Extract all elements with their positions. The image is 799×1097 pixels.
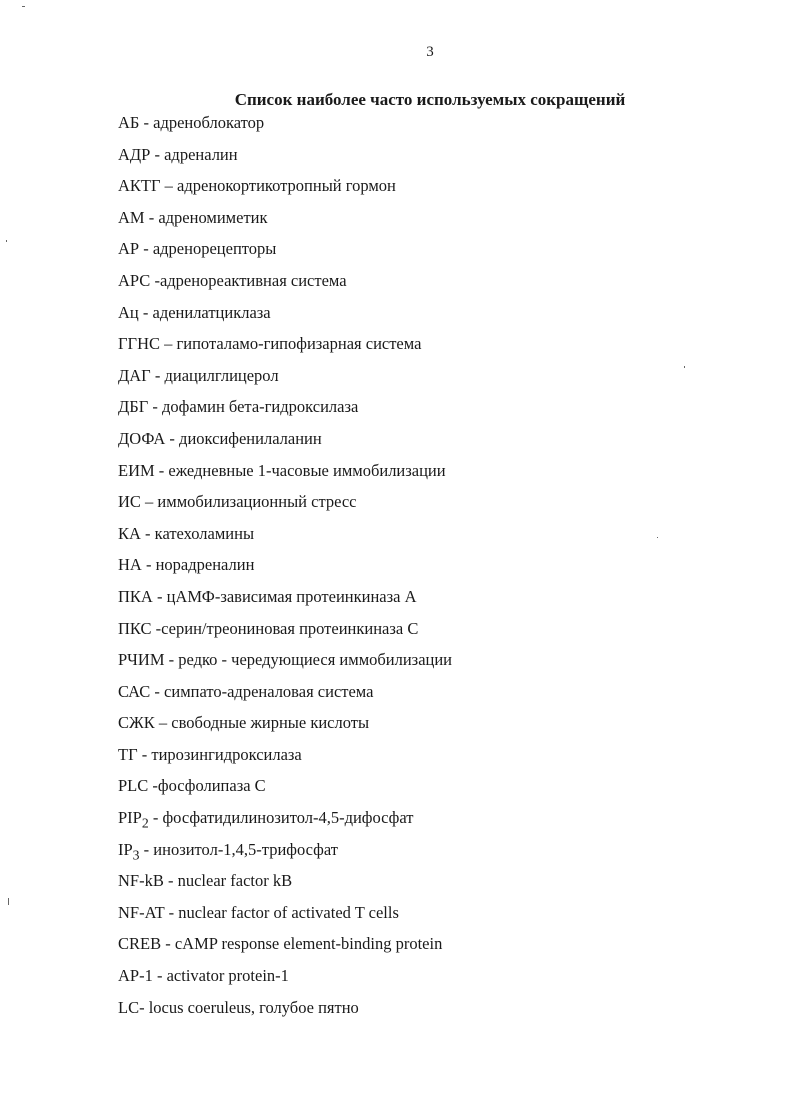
abbr-term: РЧИМ (118, 650, 165, 670)
list-item (118, 903, 452, 935)
abbr-separator: - (139, 997, 149, 1017)
abbr-separator: - (151, 618, 162, 638)
abbr-separator: - (148, 397, 163, 417)
abbr-definition: тирозингидроксилаза (151, 744, 302, 764)
abbr-definition: activator protein-1 (166, 966, 289, 986)
abbr-definition: аденилатциклаза (152, 302, 271, 322)
list-item (118, 239, 452, 271)
scan-speck (6, 240, 7, 242)
abbr-separator: - (141, 555, 156, 575)
list-item (118, 113, 452, 145)
abbr-separator: – (140, 492, 158, 512)
abbr-separator: - (164, 902, 179, 922)
abbr-term: АБ (118, 113, 140, 132)
abbr-term: ИС (118, 492, 141, 512)
abbr-separator: - (152, 586, 167, 606)
abbr-definition: nuclear factor of activated T cells (178, 902, 399, 922)
list-item (118, 998, 452, 1030)
abbr-definition: адренорецепторы (152, 239, 277, 259)
abbr-term: Ац (118, 302, 139, 322)
list-item (118, 492, 452, 524)
page-number: 3 (426, 44, 434, 60)
abbr-term: PLC (118, 776, 149, 796)
abbr-definition: диацилглицерол (164, 365, 279, 385)
list-item (118, 745, 452, 777)
list-item (118, 208, 452, 240)
abbr-term: ПКС (118, 618, 152, 638)
list-item (118, 429, 452, 461)
abbr-separator: - (150, 365, 165, 385)
abbr-definition: адреналин (164, 144, 238, 164)
list-item (118, 176, 452, 208)
abbr-definition: гипоталамо-гипофизарная система (176, 334, 422, 354)
abbr-definition: диоксифенилаланин (179, 428, 322, 448)
abbr-definition: cAMP response element-binding protein (174, 934, 443, 954)
abbr-separator: - (144, 207, 159, 227)
abbr-term: ГГНС (118, 334, 160, 354)
list-item (118, 776, 452, 808)
abbr-separator: - (139, 839, 154, 859)
abbr-definition: адренокортикотропный гормон (177, 176, 396, 196)
abbr-term: АР (118, 239, 140, 259)
abbr-separator: - (150, 681, 165, 701)
abbr-definition: норадреналин (155, 555, 255, 575)
abbr-term: IP (118, 839, 133, 859)
abbr-term: ДБГ (118, 397, 149, 417)
abbr-definition: фосфатидилинозитол-4,5-дифосфат (162, 808, 414, 828)
abbr-term: NF-kB (118, 871, 164, 891)
abbr-separator: - (139, 113, 154, 132)
abbr-definition: ежедневные 1-часовые иммобилизации (168, 460, 446, 480)
abbr-separator: - (154, 460, 169, 480)
list-item (118, 934, 452, 966)
abbr-term: ПКА (118, 586, 153, 606)
abbr-definition: адренореактивная система (159, 270, 347, 290)
scan-speck (657, 537, 658, 538)
list-item (118, 713, 452, 745)
abbr-term: LC (118, 997, 140, 1017)
abbr-definition: катехоламины (154, 523, 255, 543)
abbr-definition: locus coeruleus, голубое пятно (148, 997, 359, 1017)
abbr-separator: - (152, 966, 167, 986)
list-item (118, 334, 452, 366)
abbr-separator: - (138, 302, 153, 322)
list-item (118, 303, 452, 335)
abbr-term: АКТГ (118, 176, 161, 196)
abbr-separator: - (163, 871, 178, 891)
abbr-term: ДАГ (118, 365, 151, 385)
abbr-definition: серин/треониновая протеинкиназа С (161, 618, 419, 638)
abbr-term: КА (118, 523, 141, 543)
list-item (118, 682, 452, 714)
abbr-term: PIP (118, 808, 142, 828)
abbr-separator: - (161, 934, 175, 954)
abbr-definition: редко - чередующиеся иммобилизации (178, 650, 453, 670)
list-item (118, 650, 452, 682)
list-item (118, 524, 452, 556)
scan-speck (8, 898, 9, 905)
abbr-definition: адреноблокатор (153, 113, 265, 132)
abbr-term: ТГ (118, 744, 138, 764)
abbr-definition: фосфолипаза С (157, 776, 266, 796)
abbr-definition: свободные жирные кислоты (171, 713, 370, 733)
abbr-separator: - (139, 239, 153, 259)
abbr-separator: - (150, 270, 160, 290)
list-item (118, 840, 452, 872)
scan-speck (22, 6, 25, 7)
abbr-term: AP-1 (118, 966, 153, 986)
abbr-definition: цАМФ-зависимая протеинкиназа А (166, 586, 417, 606)
abbr-term: ДОФА (118, 428, 166, 448)
list-item (118, 871, 452, 903)
list-item (118, 271, 452, 303)
abbr-separator: – (154, 713, 172, 733)
abbr-term: CREB (118, 934, 162, 954)
page-title: Список наиболее часто используемых сокращений (234, 90, 626, 109)
abbr-separator: - (148, 808, 163, 828)
abbr-separator: - (150, 144, 165, 164)
abbr-separator: – (160, 176, 178, 196)
list-item (118, 461, 452, 493)
abbr-separator: - (137, 744, 152, 764)
abbr-separator: - (164, 650, 179, 670)
abbr-definition: инозитол-1,4,5-трифосфат (153, 839, 338, 859)
abbr-term: СЖК (118, 713, 155, 733)
abbr-term: АРС (118, 270, 151, 290)
abbr-term: АМ (118, 207, 145, 227)
abbr-definition: иммобилизационный стресс (157, 492, 357, 512)
abbr-subscript: 2 (141, 815, 149, 831)
abbr-term: НА (118, 555, 142, 575)
list-item (118, 966, 452, 998)
list-item (118, 555, 452, 587)
abbr-separator: - (165, 428, 180, 448)
list-item (118, 145, 452, 177)
abbr-definition: симпато-адреналовая система (164, 681, 374, 701)
abbr-definition: дофамин бета-гидроксилаза (162, 397, 359, 417)
abbr-subscript: 3 (132, 846, 140, 862)
abbr-term: ЕИМ (118, 460, 155, 480)
abbr-term: NF-AT (118, 902, 165, 922)
abbr-separator: - (148, 776, 158, 796)
list-item (118, 619, 452, 651)
list-item (118, 587, 452, 619)
abbreviation-list (118, 113, 452, 1029)
abbr-separator: - (140, 523, 155, 543)
abbr-definition: адреномиметик (158, 207, 268, 227)
abbr-separator: – (160, 334, 177, 354)
list-item (118, 397, 452, 429)
list-item (118, 366, 452, 398)
abbr-definition: nuclear factor kB (177, 871, 293, 891)
abbr-term: САС (118, 681, 151, 701)
scan-speck (684, 366, 685, 368)
list-item (118, 808, 452, 840)
abbr-term: АДР (118, 144, 151, 164)
